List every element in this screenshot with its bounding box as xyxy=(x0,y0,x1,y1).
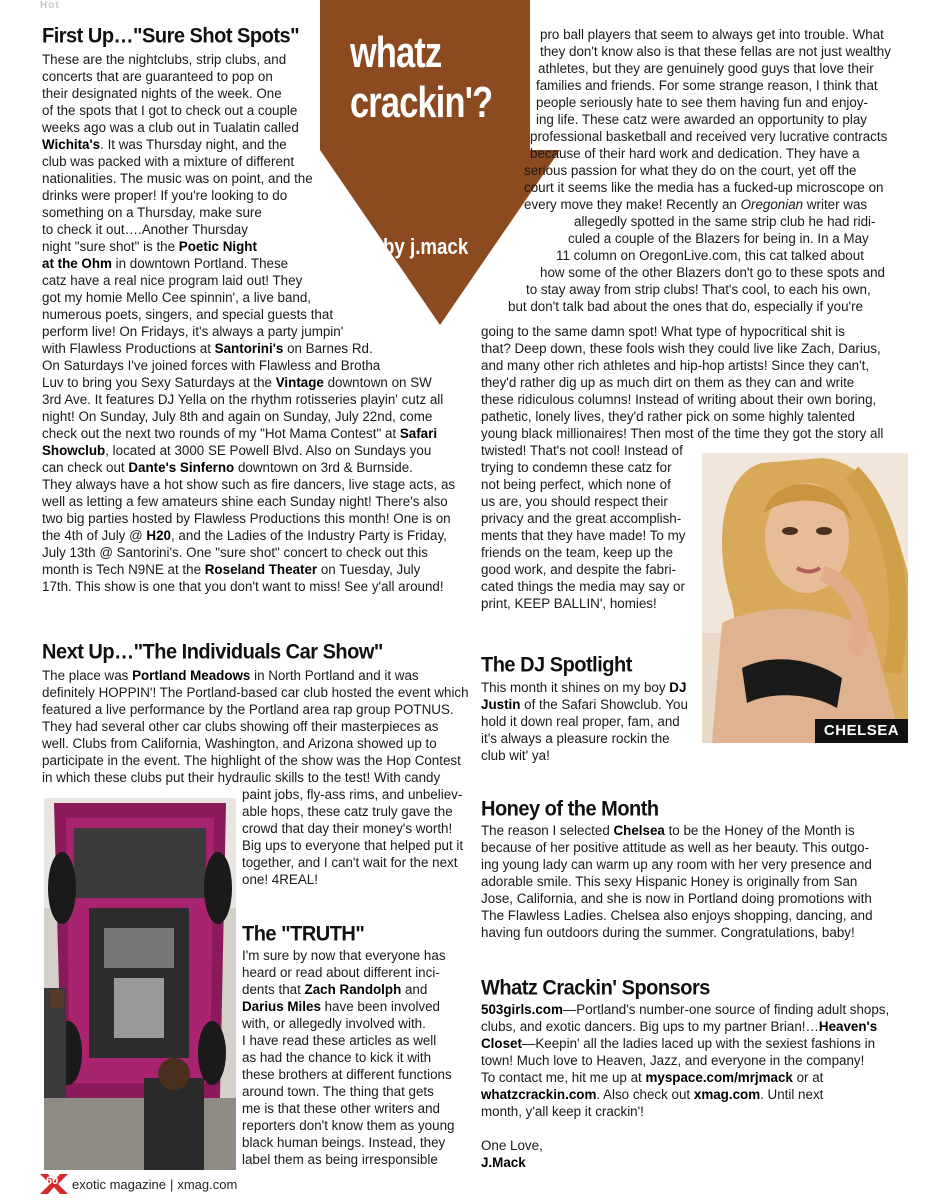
text-line: 11 column on OregonLive.com, this cat talked about xyxy=(556,248,864,263)
text-line: in which these clubs put their hydraulic skills to the test! With candy xyxy=(42,770,441,785)
sure-shot-heading: First Up…"Sure Shot Spots" xyxy=(42,24,300,48)
truth-continued-top xyxy=(508,26,905,315)
text-line: black human beings. Instead, they xyxy=(242,1135,446,1150)
contact-link: xmag.com xyxy=(693,1087,761,1102)
text-line: that? Deep down, these fools wish they could live like Zach, Darius, xyxy=(481,341,881,356)
venue-name: Safari xyxy=(399,426,438,441)
text-line: it's always a pleasure rockin the xyxy=(481,731,670,746)
truth-heading-wrap xyxy=(242,922,482,945)
text-line: but don't talk bad about the ones that do, especially if you're xyxy=(508,299,863,314)
sign-off: One Love, xyxy=(481,1138,543,1153)
text-line: ments that they have made! To my xyxy=(481,528,686,543)
text-line: month, y'all keep it crackin'! xyxy=(481,1104,644,1119)
car-show-heading-wrap xyxy=(42,640,482,663)
text-line: because of her positive attitude as well as her beauty. This outgo- xyxy=(481,840,870,855)
person-name: Justin xyxy=(481,697,521,712)
text-line: concerts that are guaranteed to pop on xyxy=(42,69,273,84)
text-line: families and friends. For some strange reason, I think that xyxy=(536,78,878,93)
text-line: us are, you should respect their xyxy=(481,494,668,509)
text-line: people seriously hate to see them having fun and enjoy- xyxy=(536,95,869,110)
sponsors-body xyxy=(481,1001,906,1171)
text-line: Wichita's. It was Thursday night, and the xyxy=(42,137,287,152)
sure-shot-body xyxy=(42,51,482,595)
spacer xyxy=(481,1120,906,1137)
text-line: every move they make! Recently an Oregonian writer was xyxy=(524,197,868,212)
text-line: court it seems like the media has a fucked-up microscope on xyxy=(524,180,884,195)
text-line: friends on the team, keep up the xyxy=(481,545,674,560)
text-line: well. Clubs from California, Washington, and Arizona showed up to xyxy=(42,736,437,751)
text-line: they'd rather dig up as much dirt on them as they can and write xyxy=(481,375,855,390)
text-line: whatzcrackin.com. Also check out xmag.com. Until next xyxy=(481,1087,824,1102)
car-show-body xyxy=(42,667,482,786)
text-line: participate in the event. The highlight of the show was the Hop Contest xyxy=(42,753,461,768)
person-name: DJ xyxy=(669,680,687,695)
magazine-site: xmag.com xyxy=(177,1176,238,1192)
text-line: reporters don't know them as young xyxy=(242,1118,455,1133)
text-line: I have read these articles as well xyxy=(242,1033,437,1048)
section-label: Hot xyxy=(40,0,60,11)
magazine-name: exotic magazine xyxy=(72,1176,166,1192)
text-line: featured a live performance by the Portland area rap group POTNUS. xyxy=(42,702,454,717)
venue-name: H20 xyxy=(146,528,171,543)
title-line-2: crackin'? xyxy=(350,78,493,127)
text-line: 3rd Ave. It features DJ Yella on the rhythm rotisseries playin' cutz all xyxy=(42,392,444,407)
sponsor-name: Heaven's xyxy=(818,1019,878,1034)
text-line: one! 4REAL! xyxy=(242,872,318,887)
text-line: to check it out….Another Thursday xyxy=(42,222,248,237)
text-line: got my homie Mello Cee spinnin', a live band, xyxy=(42,290,312,305)
text-line: definitely HOPPIN'! The Portland-based car club hosted the event which xyxy=(42,685,469,700)
text-line: clubs, and exotic dancers. Big ups to my partner Brian!…Heaven's xyxy=(481,1019,878,1034)
venue-name: Portland Meadows xyxy=(132,668,251,683)
text-line: print, KEEP BALLIN', homies! xyxy=(481,596,657,611)
text-line: club wit' ya! xyxy=(481,748,550,763)
text-line: as had the chance to kick it with xyxy=(242,1050,432,1065)
text-line: culed a couple of the Blazers for being in. In a May xyxy=(568,231,869,246)
text-line: around town. The thing that gets xyxy=(242,1084,434,1099)
text-line: pathetic, lonely lives, they'd rather pick on some highly talented xyxy=(481,409,855,424)
venue-name: at the Ohm xyxy=(42,256,112,271)
text-line: able hops, these catz truly gave the xyxy=(242,804,453,819)
footer-separator: | xyxy=(169,1176,174,1192)
venue-name: Santorini's xyxy=(214,341,284,356)
text-line: adorable smile. This sexy Hispanic Honey is originally from San xyxy=(481,874,858,889)
honey-body xyxy=(481,822,906,941)
truth-continued-bottom xyxy=(481,459,696,612)
text-line: the 4th of July @ H20, and the Ladies of the Industry Party is Friday, xyxy=(42,528,447,543)
person-name: Zach Randolph xyxy=(304,982,402,997)
contact-link: myspace.com/mrjmack xyxy=(645,1070,793,1085)
x-logo-icon xyxy=(40,1174,68,1194)
text-line: night! On Sunday, July 8th and again on Sunday, July 22nd, come xyxy=(42,409,433,424)
lowrider-photo xyxy=(44,798,236,1170)
text-line: Closet—Keepin' all the ladies laced up with the sexiest fashions in xyxy=(481,1036,876,1051)
venue-name: Vintage xyxy=(275,375,324,390)
text-line: ing life. These catz were awarded an opportunity to play xyxy=(536,112,867,127)
dj-heading-wrap xyxy=(481,653,701,676)
text-line: good work, and despite the fabri- xyxy=(481,562,677,577)
text-line: On Saturdays I've joined forces with Flawless and Brotha xyxy=(42,358,381,373)
text-line: Big ups to everyone that helped put it xyxy=(242,838,464,853)
text-line: They always have a hot show such as fire dancers, live stage acts, as xyxy=(42,477,456,492)
text-line: The reason I selected Chelsea to be the Honey of the Month is xyxy=(481,823,855,838)
text-line: because of their hard work and dedication. They have a xyxy=(530,146,860,161)
text-line: allegedly spotted in the same strip club he had ridi- xyxy=(574,214,876,229)
text-line: cated things the media may say or xyxy=(481,579,685,594)
person-name: Darius Miles xyxy=(242,999,321,1014)
text-line: nationalities. The music was on point, and the xyxy=(42,171,313,186)
text-line: Showclub, located at 3000 SE Powell Blvd. Also on Sundays you xyxy=(42,443,432,458)
text-line: Luv to bring you Sexy Saturdays at the Vintage downtown on SW xyxy=(42,375,432,390)
text-line: young black millionaires! Then most of the time they got the story all xyxy=(481,426,884,441)
text-line: going to the same damn spot! What type of hypocritical shit is xyxy=(481,324,845,339)
publication-name: Oregonian xyxy=(740,197,804,212)
text-line: Justin of the Safari Showclub. You xyxy=(481,697,688,712)
sponsor-name: Closet xyxy=(481,1036,522,1051)
text-line: these ridiculous columns! Instead of writing about their own boring, xyxy=(481,392,877,407)
text-line: with, or allegedly involved with. xyxy=(242,1016,426,1031)
text-line: This month it shines on my boy DJ xyxy=(481,680,687,695)
venue-name: Showclub xyxy=(42,443,106,458)
text-line: weeks ago was a club out in Tualatin called xyxy=(42,120,299,135)
person-name: Chelsea xyxy=(613,823,665,838)
venue-name: Wichita's xyxy=(42,137,101,152)
text-line: The place was Portland Meadows in North Portland and it was xyxy=(42,668,419,683)
text-line: to stay away from strip clubs! That's cool, to each his own, xyxy=(526,282,871,297)
text-line: July 13th @ Santorini's. One "sure shot" concert to check out this xyxy=(42,545,428,560)
text-line: They had several other car clubs showing off their masterpieces as xyxy=(42,719,439,734)
text-line: I'm sure by now that everyone has xyxy=(242,948,446,963)
sponsor-name: 503girls.com xyxy=(481,1002,563,1017)
text-line: with Flawless Productions at Santorini's on Barnes Rd. xyxy=(42,341,373,356)
text-line: To contact me, hit me up at myspace.com/mrjmack or at xyxy=(481,1070,824,1085)
text-line: professional basketball and received very lucrative contracts xyxy=(530,129,888,144)
text-line: how some of the other Blazers don't go to these spots and xyxy=(540,265,885,280)
text-line: label them as being irresponsible xyxy=(242,1152,438,1167)
text-line: two big parties hosted by Flawless Productions this month! One is on xyxy=(42,511,451,526)
text-line: athletes, but they are genuinely good guys that love their xyxy=(538,61,874,76)
photo-caption: CHELSEA xyxy=(815,719,908,743)
text-line: having fun outdoors during the summer. Congratulations, baby! xyxy=(481,925,855,940)
car-show-body-narrow xyxy=(242,786,482,888)
sponsors-heading-wrap xyxy=(481,976,906,999)
byline: by j.mack xyxy=(383,234,469,259)
text-line: The Flawless Ladies. Chelsea also enjoys shopping, dancing, and xyxy=(481,908,873,923)
contact-link: whatzcrackin.com xyxy=(481,1087,597,1102)
text-line: paint jobs, fly-ass rims, and unbeliev- xyxy=(242,787,463,802)
text-line: something on a Thursday, make sure xyxy=(42,205,262,220)
text-line: me is that these other writers and xyxy=(242,1101,440,1116)
title-line-1: whatz xyxy=(350,28,442,77)
text-line: their designated nights of the week. One xyxy=(42,86,282,101)
text-line: hold it down real proper, fam, and xyxy=(481,714,680,729)
text-line: town! Much love to Heaven, Jazz, and everyone in the company! xyxy=(481,1053,865,1068)
text-line: trying to condemn these catz for xyxy=(481,460,672,475)
truth-heading: The "TRUTH" xyxy=(242,922,365,946)
text-line: 503girls.com—Portland's number-one source of finding adult shops, xyxy=(481,1002,890,1017)
text-line: 17th. This show is one that you don't want to miss! See y'all around! xyxy=(42,579,444,594)
text-line: these brothers at different functions xyxy=(242,1067,452,1082)
text-line: twisted! That's not cool! Instead of xyxy=(481,443,683,458)
text-line: Darius Miles have been involved xyxy=(242,999,441,1014)
sure-shot-section xyxy=(42,24,482,47)
text-line: serious passion for what they do on the court, yet off the xyxy=(524,163,857,178)
text-line: they don't know also is that these fellas are not just wealthy xyxy=(540,44,891,59)
text-line: privacy and the great accomplish- xyxy=(481,511,682,526)
text-line: and many other rich athletes and hip-hop artists! Since they can't, xyxy=(481,358,870,373)
text-line: can check out Dante's Sinferno downtown on 3rd & Burnside. xyxy=(42,460,413,475)
venue-name: Poetic Night xyxy=(178,239,257,254)
text-line: drinks were proper! If you're looking to do xyxy=(42,188,288,203)
text-line: perform live! On Fridays, it's always a party jumpin' xyxy=(42,324,344,339)
text-line: well as letting a few amateurs shine each Sunday night! There's also xyxy=(42,494,448,509)
text-line: at the Ohm in downtown Portland. These xyxy=(42,256,289,271)
page-footer xyxy=(40,1174,237,1194)
text-line: pro ball players that seem to always get into trouble. What xyxy=(540,27,884,42)
text-line: night "sure shot" is the Poetic Night xyxy=(42,239,257,254)
text-line: ing young lady can warm up any room with her very presence and xyxy=(481,857,872,872)
sponsors-heading: Whatz Crackin' Sponsors xyxy=(481,976,710,1000)
signature: J.Mack xyxy=(481,1155,526,1170)
chelsea-photo xyxy=(702,453,908,743)
text-line: check out the next two rounds of my "Hot Mama Contest" at Safari xyxy=(42,426,438,441)
text-line: heard or read about different inci- xyxy=(242,965,440,980)
venue-name: Roseland Theater xyxy=(204,562,318,577)
text-line: club was packed with a mixture of different xyxy=(42,154,295,169)
text-line: month is Tech N9NE at the Roseland Theater on Tuesday, July xyxy=(42,562,421,577)
page-number: 60 xyxy=(46,1175,59,1187)
honey-heading-wrap xyxy=(481,797,906,820)
text-line: These are the nightclubs, strip clubs, and xyxy=(42,52,287,67)
venue-name: Dante's Sinferno xyxy=(128,460,235,475)
text-line: numerous poets, singers, and special guests that xyxy=(42,307,334,322)
text-line: together, and I can't wait for the next xyxy=(242,855,458,870)
dj-spotlight-heading: The DJ Spotlight xyxy=(481,653,632,677)
car-show-heading: Next Up…"The Individuals Car Show" xyxy=(42,640,383,664)
text-line: catz have a real nice program laid out! They xyxy=(42,273,303,288)
text-line: crowd that day their money's worth! xyxy=(242,821,453,836)
truth-body xyxy=(242,947,482,1168)
text-line: not being perfect, which none of xyxy=(481,477,671,492)
text-line: Jose, California, and she is now in Portland doing promotions with xyxy=(481,891,872,906)
text-line: of the spots that I got to check out a couple xyxy=(42,103,298,118)
text-line: dents that Zach Randolph and xyxy=(242,982,428,997)
truth-continued-mid xyxy=(481,323,906,459)
honey-heading: Honey of the Month xyxy=(481,797,659,821)
dj-spotlight-body xyxy=(481,679,701,764)
